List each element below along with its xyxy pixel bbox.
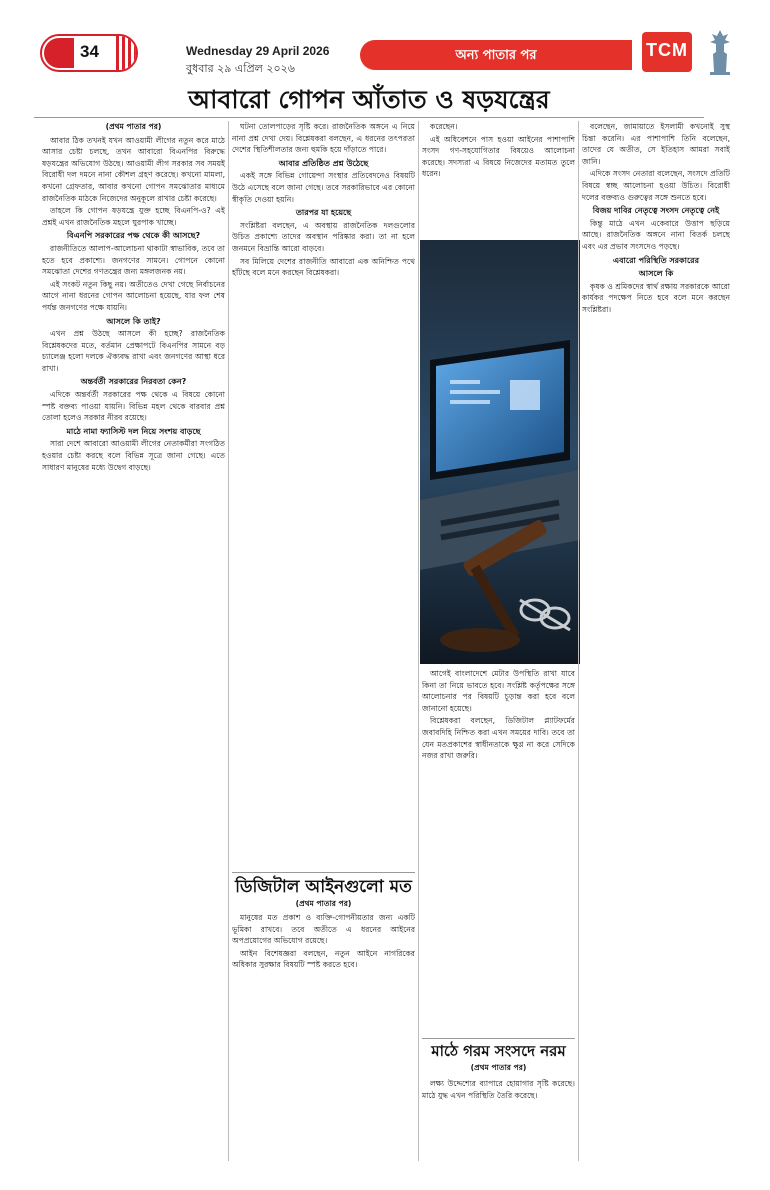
article-column-3 xyxy=(422,121,575,237)
paragraph: এদিকে সংসদ নেতারা বলেছেন, সংসদে প্রতিটি বিষয়ে স্বচ্ছ আলোচনা হওয়া উচিত। বিরোধী দলের বক্তব্যও গুরুত্বের সঙ্গে শুনতে হবে। xyxy=(582,169,730,202)
paragraph: বলেছেন, জামায়াতে ইসলামী কখনোই সুস্থ চিন্তা করেনি। এর পাশাপাশি তিনি বলেছেন, তাদের যে অতীত, সে ইতিহাস আমরা সবাই জানি। xyxy=(582,122,730,166)
box-byline: (প্রথম পাতার পর) xyxy=(295,899,352,908)
paragraph: বিশ্লেষকরা বলছেন, ডিজিটাল প্ল্যাটফর্মের জবাবদিহি নিশ্চিত করা এখন সময়ের দাবি। তবে তা যেন মতপ্রকাশের স্বাধীনতাকে ক্ষুণ্ণ না করে সেদিকে নজর রাখা জরুরি। xyxy=(422,716,575,761)
paragraph: আগেই বাংলাদেশে মেটার উপস্থিতি রাখা যাবে কিনা তা নিয়ে ভাবতে হবে। সংশ্লিষ্ট কর্তৃপক্ষের সঙ্গে আলোচনার পর বিষয়টি চূড়ান্ত করা হবে বলে জানানো হয়েছে। xyxy=(422,669,575,713)
section-banner xyxy=(360,40,632,70)
paragraph: আইন বিশেষজ্ঞরা বলছেন, নতুন আইনে নাগরিকের অধিকার সুরক্ষার বিষয়টি স্পষ্ট করতে হবে। xyxy=(232,948,415,970)
subheading: মাঠে নামা ফ্যাসিস্ট দল নিয়ে সংশয় বাড়ছে xyxy=(66,426,201,436)
paragraph: একই সঙ্গে বিভিন্ন গোয়েন্দা সংস্থার প্রতিবেদনেও বিষয়টি উঠে এসেছে বলে জানা গেছে। তবে সরকারিভাবে এর কোনো স্বীকৃতি দেওয়া হয়নি। xyxy=(232,171,415,204)
paragraph: তাহলে কি গোপন ষড়যন্ত্রে যুক্ত হচ্ছে বিএনপি-ও? এই প্রশ্নই এখন রাজনৈতিক মহলে ঘুরপাক খাচ্ছে। xyxy=(42,206,225,227)
subheading: বিজয় দাবির নেতৃত্বে সংসদ নেতৃত্বে নেই xyxy=(592,206,720,216)
subheading: তারপর যা হয়েছে xyxy=(295,208,352,218)
subheading: এবারো পরিস্থিতি সরকারের xyxy=(613,255,699,265)
date-english: Wednesday 29 April 2026 xyxy=(186,44,330,58)
paragraph: কৃষক ও শ্রমিকদের স্বার্থ রক্ষায় সরকারকে আরো কার্যকর পদক্ষেপ নিতে হবে বলে মনে করছেন সংশ্লিষ্টরা। xyxy=(582,281,730,314)
paragraph: এদিকে অন্তর্বর্তী সরকারের পক্ষ থেকে এ বিষয়ে কোনো স্পষ্ট বক্তব্য পাওয়া যায়নি। বিভিন্ন মহল থেকে বারবার প্রশ্ন তোলা হলেও সরকার নীরব রয়েছে। xyxy=(42,390,225,423)
pill-cap xyxy=(44,38,74,68)
subheading: আবার প্রতিষ্ঠিত প্রশ্ন উঠেছে xyxy=(278,158,369,168)
paragraph: রাজনীতিতে আলাপ-আলোচনা থাকাটা স্বাভাবিক, তবে তা হতে হবে প্রকাশ্যে। জনগণের সামনে। গোপনে কোনো সমঝোতা দেশের গণতন্ত্রের জন্য মঙ্গলজনক নয়। xyxy=(42,243,225,277)
subheading: বিএনপি সরকারের পক্ষ থেকে কী আসছে? xyxy=(66,231,201,241)
paragraph: আবার ঠিক তখনই যখন আওয়ামী লীগের নতুন করে মাঠে আসার চেষ্টা চলছে, তখন আবারো বিএনপির বিরুদ্ধে ষড়যন্ত্রের অভিযোগ উঠছে। আওয়ামী লীগ সরকার সব সময়ই বিরোধী দল দমনে নানা কৌশল গ্রহণ করেছে। কখনো মামলা, কখনো গ্রেফতার, আবার কখনো গোপন সমঝোতার মাধ্যমে রাজনৈতিক মাঠকে নিজেদের অনুকূলে রাখার চেষ্টা করেছে। xyxy=(42,135,225,203)
article-column-2 xyxy=(232,121,415,873)
paragraph: এই অধিবেশনে পাস হওয়া আইনের পাশাপাশি সংসদ গণ-সহযোগিতার বিষয়েও আলোচনা করেছে। সদস্যরা এ বিষয়ে নিজেদের মতামত তুলে ধরেন। xyxy=(422,134,575,179)
pill-stripe-icon xyxy=(116,36,136,70)
date-bengali: বুধবার ২৯ এপ্রিল ২০২৬ xyxy=(186,62,295,75)
paragraph: সংশ্লিষ্টরা বলছেন, এ অবস্থায় রাজনৈতিক দলগুলোর উচিত প্রকাশ্যে তাদের অবস্থান পরিষ্কার করা। তা না হলে জনমনে বিভ্রান্তি আরো বাড়বে। xyxy=(232,220,415,253)
masthead xyxy=(0,0,770,80)
page-number: 34 xyxy=(80,42,99,61)
headline-divider xyxy=(34,117,704,118)
subheading: আসলে কি xyxy=(638,269,674,279)
page-headline: আবারো গোপন আঁতাত ও ষড়যন্ত্রের xyxy=(188,85,550,114)
box-divider xyxy=(422,1038,575,1039)
column-divider xyxy=(228,121,229,1161)
subheading: আসলে কি তাই? xyxy=(106,316,161,326)
article-byline: (প্রথম পাতার পর) xyxy=(105,122,162,131)
statue-of-liberty-icon xyxy=(700,28,740,76)
page-number-pill xyxy=(40,34,138,72)
box-divider xyxy=(232,872,415,873)
column-divider xyxy=(578,121,579,1161)
box-article-column xyxy=(232,912,415,1162)
box-article-column xyxy=(422,1078,575,1164)
subheading: অন্তর্বর্তী সরকারের নিরবতা কেন? xyxy=(80,377,187,387)
paragraph: মানুষের মত প্রকাশ ও ব্যক্তি-গোপনীয়তার জন্য একটি ভূমিকা রাখবে। তবে অতীতে এ ধরনের আইনের অপপ্রয়োগের অভিযোগ রয়েছে। xyxy=(232,913,415,946)
article-column-1 xyxy=(42,121,225,1161)
paragraph: এই সংকট নতুন কিছু নয়। অতীতেও দেখা গেছে নির্বাচনের আগে নানা ধরনের গোপন আলোচনা হয়েছে, যার ফল শেষ পর্যন্ত জনগণের পক্ষে যায়নি। xyxy=(42,279,225,312)
paragraph: করেছেন। xyxy=(430,122,458,131)
paragraph: কিন্তু মাঠে এখন একেবারে উত্তাপ ছড়িয়ে আছে। রাজনৈতিক অঙ্গনে নানা বিতর্ক চলছে এবং এর প্রভাব সংসদেও পড়ছে। xyxy=(582,218,730,251)
paragraph: সব মিলিয়ে দেশের রাজনীতি আবারো এক অনিশ্চিত পথে হাঁটছে বলে মনে করছেন বিশ্লেষকরা। xyxy=(232,256,415,278)
article-column-3-continued xyxy=(422,668,575,1036)
paragraph: এখন প্রশ্ন উঠছে আসলে কী হচ্ছে? রাজনৈতিক বিশ্লেষকদের মতে, বর্তমান প্রেক্ষাপটে বিএনপির সামনে বড় চ্যালেঞ্জ হলো দলকে ঐক্যবদ্ধ রাখা এবং জনগণের আস্থা ধরে রাখা। xyxy=(42,329,225,373)
column-divider xyxy=(418,121,419,1161)
paragraph: ঘটনা তোলপাড়ের সৃষ্টি করে। রাজনৈতিক অঙ্গনে এ নিয়ে নানা প্রশ্ন দেখা দেয়। বিশ্লেষকরা বলছেন, এ ধরনের তৎপরতা দেশের স্থিতিশীলতার জন্য হুমকি হয়ে দাঁড়াতে পারে। xyxy=(232,122,415,155)
logo xyxy=(642,32,692,72)
box-byline: (প্রথম পাতার পর) xyxy=(470,1063,527,1072)
section-title: অন্য পাতার পর xyxy=(455,48,537,63)
paragraph: সারা দেশে আবারো আওয়ামী লীগের নেতাকর্মীরা সংগঠিত হওয়ার চেষ্টা করছে বলে বিভিন্ন সূত্রে জানা গেছে। এতে সাধারণ মানুষের মধ্যে উদ্বেগ বাড়ছে। xyxy=(42,439,225,472)
logo-text: TCM xyxy=(646,40,688,60)
paragraph: লক্ষ্য উদ্দেশ্যের ব্যাপারে হোয়াগার সৃষ্টি করেছে। মাঠে যুদ্ধ এখন পরিস্থিতি তৈরি করেছে। xyxy=(422,1079,575,1100)
gavel-laptop-photo xyxy=(420,240,580,664)
box-headline: মাঠে গরম সংসদে নরম xyxy=(431,1042,566,1060)
article-column-4 xyxy=(582,121,730,1161)
box-headline: ডিজিটাল আইনগুলো মত xyxy=(235,877,412,897)
